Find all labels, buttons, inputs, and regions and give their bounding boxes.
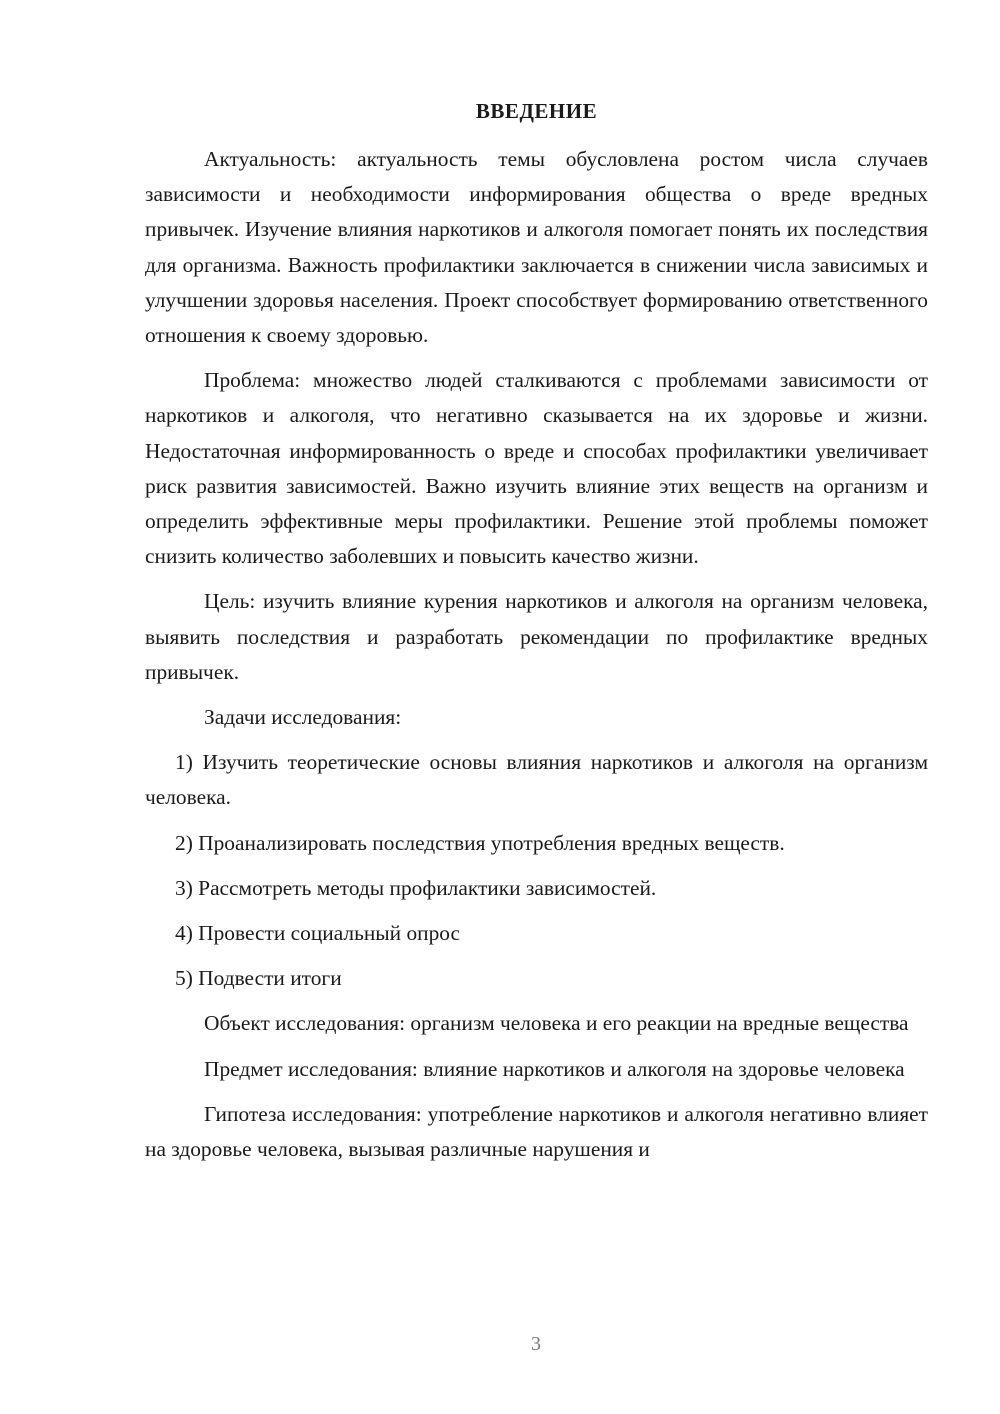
goal-paragraph: Цель: изучить влияние курения наркотиков и алкоголя на организм человека, выявить последствия и разработать рекомендации по профилактике вредных привычек. bbox=[145, 589, 928, 684]
task-item-2: 2) Проанализировать последствия употребления вредных веществ. bbox=[175, 830, 785, 855]
relevance-paragraph: Актуальность: актуальность темы обусловлена ростом числа случаев зависимости и необходимости информирования общества о вреде вредных привычек. Изучение влияния наркотиков и алкоголя помогает понять их последствия для организма. Важность профилактики заключается в снижении числа зависимых и улучшении здоровья населения. Проект способствует формированию ответственного отношения к своему здоровью. bbox=[145, 147, 928, 348]
section-title: ВВЕДЕНИЕ bbox=[475, 99, 598, 123]
task-item-5: 5) Подвести итоги bbox=[175, 966, 342, 991]
object-paragraph: Объект исследования: организм человека и его реакции на вредные вещества bbox=[204, 1011, 909, 1036]
subject-paragraph: Предмет исследования: влияние наркотиков и алкоголя на здоровье человека bbox=[204, 1056, 905, 1081]
task-item-3: 3) Рассмотреть методы профилактики зависимостей. bbox=[175, 875, 657, 900]
problem-paragraph: Проблема: множество людей сталкиваются с проблемами зависимости от наркотиков и алкоголя, что негативно сказывается на их здоровье и жизни. Недостаточная информированность о вреде и способах профилактики увеличивает риск развития зависимостей. Важно изучить влияние этих веществ на организм и определить эффективные меры профилактики. Решение этой проблемы поможет снизить количество заболевших и повысить качество жизни. bbox=[145, 368, 928, 569]
page-number: 3 bbox=[531, 1333, 541, 1355]
body-text bbox=[145, 142, 928, 1167]
task-item-1: 1) Изучить теоретические основы влияния наркотиков и алкоголя на организм человека. bbox=[145, 750, 928, 810]
hypothesis-paragraph: Гипотеза исследования: употребление наркотиков и алкоголя негативно влияет на здоровье человека, вызывая различные нарушения и bbox=[145, 1101, 928, 1162]
task-item-4: 4) Провести социальный опрос bbox=[175, 921, 461, 946]
tasks-heading: Задачи исследования: bbox=[204, 705, 402, 730]
